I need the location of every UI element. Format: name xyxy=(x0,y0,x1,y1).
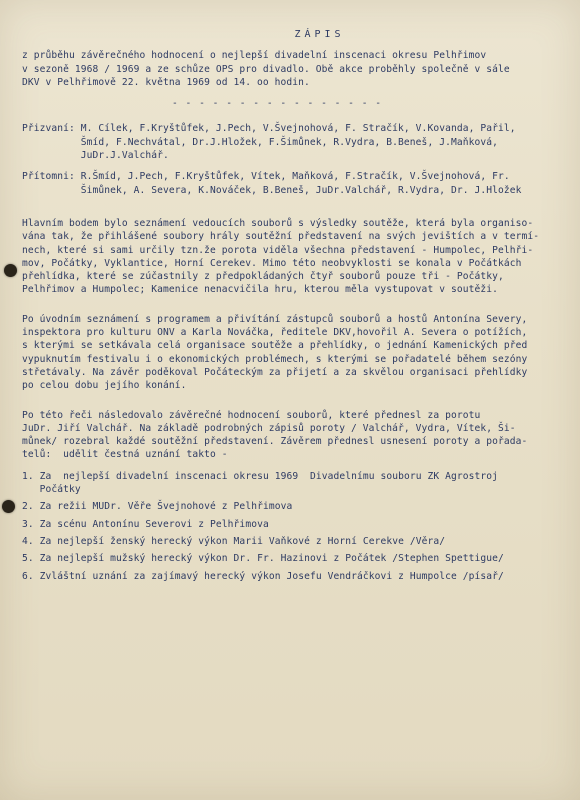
award-number: 2. xyxy=(22,501,34,513)
award-item xyxy=(22,500,557,513)
intro-paragraph xyxy=(22,49,557,89)
award-text: Za nejlepší ženský herecký výkon Marii Vaňkové z Horní Cerekve /Věra/ xyxy=(39,535,446,547)
award-number: 6. xyxy=(22,570,34,582)
present-line: Šimůnek, A. Severa, K.Nováček, B.Beneš, JuDr.Valchář, R.Vydra, Dr. J.Hložek xyxy=(22,184,522,196)
paragraph-line: vypuknutím festivalu i o ekonomických problémech, s kterými se pořadatelé během sezóny xyxy=(22,353,528,365)
present-list xyxy=(22,170,557,197)
paragraph-line: po celou dobu jejího konání. xyxy=(22,380,187,392)
award-item xyxy=(22,552,557,565)
paragraph-line: můnek/ rozebral každé soutěžní představení. Závěrem přednesl usnesení poroty a pořada- xyxy=(22,436,528,448)
award-text: Za nejlepší divadelní inscenaci okresu 1969 Divadelnímu souboru ZK Agrostroj xyxy=(39,470,498,482)
award-text: Zvláštní uznání za zajímavý herecký výkon Josefu Vendráčkovi z Humpolce /písař/ xyxy=(39,570,504,582)
paragraph-line: Hlavním bodem bylo seznámení vedoucích souborů s výsledky soutěže, která byla organiso- xyxy=(22,217,534,229)
award-number: 5. xyxy=(22,553,34,565)
awards-list xyxy=(22,470,557,583)
paragraph-line: Pelhřimov a Humpolec; Kamenice nenacvičila hru, kterou měla vystupovat v soutěži. xyxy=(22,284,498,296)
paragraph-line: nech, které si sami určily tzn.že porota viděla všechna představení - Humpolec, Pelhři- xyxy=(22,244,534,256)
intro-line: DKV v Pelhřimově 22. května 1969 od 14. oo hodin. xyxy=(22,76,310,88)
separator-line: - - - - - - - - - - - - - - - - xyxy=(172,98,383,110)
paragraph-welcome xyxy=(22,313,557,393)
paragraph-evaluation xyxy=(22,409,557,462)
paragraph-line: Po této řeči následovalo závěrečné hodnocení souborů, které přednesl za porotu xyxy=(22,409,481,421)
award-number: 4. xyxy=(22,535,34,547)
award-number: 3. xyxy=(22,518,34,530)
paragraph-line: mov, Počátky, Vyklantice, Horní Cerekev. Mimo této neobvyklosti se konala v Počátkách xyxy=(22,257,522,269)
invited-line: JuDr.J.Valchář. xyxy=(22,150,169,162)
punch-hole-top xyxy=(4,264,17,277)
typewritten-minutes xyxy=(22,28,557,587)
invited-line: Šmíd, F.Nechvátal, Dr.J.Hložek, F.Šimůnek, R.Vydra, B.Beneš, J.Maňková, xyxy=(22,136,498,148)
award-text: Za režii MUDr. Věře Švejnohové z Pelhřimova xyxy=(39,501,293,513)
invited-line: Přizvaní: M. Cílek, F.Kryštůfek, J.Pech, V.Švejnohová, F. Stračík, V.Kovanda, Pařil, xyxy=(22,123,516,135)
punch-hole-bottom xyxy=(2,500,15,513)
paragraph-line: střetávaly. Na závěr poděkoval Počáteckým za přijetí a za skvělou organisaci přehlídky xyxy=(22,366,528,378)
paragraph-line: vána tak, že přihlášené soubory hrály soutěžní představení na svých jevištích a v termí- xyxy=(22,231,540,243)
award-text: Za nejlepší mužský herecký výkon Dr. Fr. Hazinovi z Počátek /Stephen Spettigue/ xyxy=(39,553,504,565)
award-item xyxy=(22,518,557,531)
award-item xyxy=(22,535,557,548)
award-item xyxy=(22,470,557,483)
paragraph-line: telů: udělit čestná uznání takto - xyxy=(22,449,228,461)
intro-line: z průběhu závěrečného hodnocení o nejlepší divadelní inscenaci okresu Pelhřimov xyxy=(22,50,487,62)
invited-list xyxy=(22,122,557,162)
paragraph-line: přehlídka, které se zúčastnily z předpokládaných čtyř souborů pouze tři - Počátky, xyxy=(22,271,504,283)
document-title: ZÁPIS xyxy=(294,29,345,40)
paragraph-line: JuDr. Jiří Valchář. Na základě podrobných zápisů poroty / Valchář, Vydra, Vítek, Ši- xyxy=(22,422,516,434)
award-number: 1. xyxy=(22,470,34,482)
intro-line: v sezoně 1968 / 1969 a ze schůze OPS pro divadlo. Obě akce proběhly společně v sále xyxy=(22,63,510,75)
award-item-continuation: Počátky xyxy=(39,484,81,496)
award-item xyxy=(22,570,557,583)
paragraph-main-point xyxy=(22,217,557,297)
present-line: Přítomni: R.Šmíd, J.Pech, F.Kryštůfek, Vítek, Maňková, F.Stračík, V.Švejnohová, Fr. xyxy=(22,171,510,183)
paragraph-line: inspektora pro kulturu ONV a Karla Nováčka, ředitele DKV,hovořil A. Severa o potížích, xyxy=(22,327,528,339)
paragraph-line: Po úvodním seznámení s programem a přivítání zástupců souborů a hostů Antonína Severy, xyxy=(22,313,528,325)
paragraph-line: s kterými se setkávala celá organisace soutěže a přehlídky, o jednání Kamenických před xyxy=(22,340,528,352)
award-text: Za scénu Antonínu Severovi z Pelhřimova xyxy=(39,518,269,530)
